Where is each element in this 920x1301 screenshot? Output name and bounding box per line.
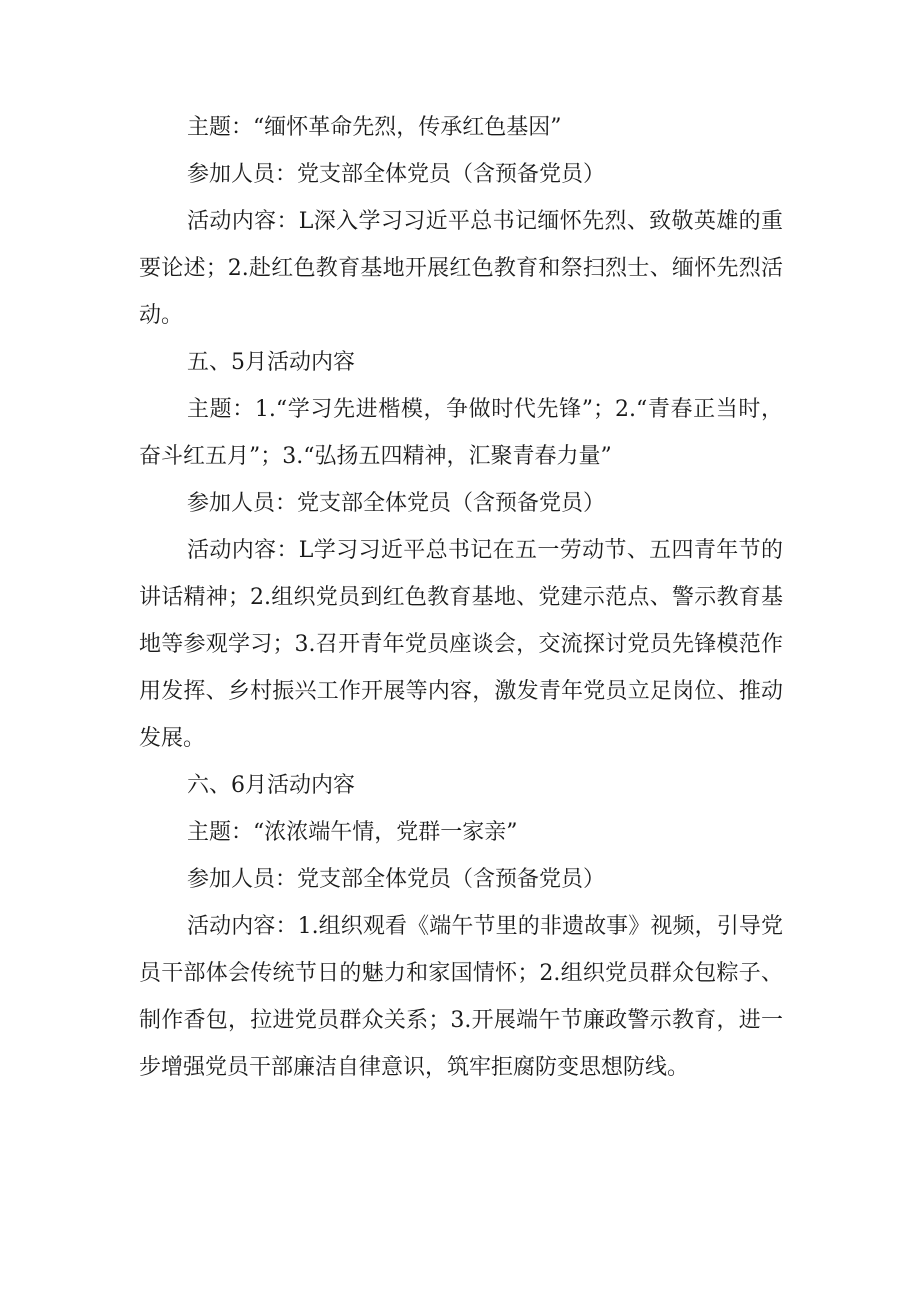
theme-line-april: 主题：“缅怀革命先烈，传承红色基因”: [187, 115, 562, 140]
activity-content-june: 活动内容：1.组织观看《端午节里的非遗故事》视频，引导党员干部体会传统节日的魅力和家国情怀；2.组织党员群众包粽子、制作香包，拉进党员群众关系；3.开展端午节廉政警示教育，进一步增强党员干部廉洁自律意识，筑牢拒腐防变思想防线。: [139, 914, 783, 1080]
section-heading-june: 六、6月活动内容: [187, 773, 355, 798]
section-heading-may: 五、5月活动内容: [187, 350, 355, 375]
theme-line-may: 主题：1.“学习先进楷模，争做时代先锋”；2.“青春正当时，奋斗红五月”；3.“弘扬五四精神，汇聚青春力量”: [139, 397, 783, 469]
activity-content-april: 活动内容：L深入学习习近平总书记缅怀先烈、致敬英雄的重要论述；2.赴红色教育基地开展红色教育和祭扫烈士、缅怀先烈活动。: [139, 209, 783, 328]
participants-line-april: 参加人员：党支部全体党员（含预备党员）: [187, 162, 606, 187]
activity-content-may: 活动内容：L学习习近平总书记在五一劳动节、五四青年节的讲话精神；2.组织党员到红色教育基地、党建示范点、警示教育基地等参观学习；3.召开青年党员座谈会，交流探讨党员先锋模范作用发挥、乡村振兴工作开展等内容，激发青年党员立足岗位、推动发展。: [139, 538, 783, 751]
theme-line-june: 主题：“浓浓端午情，党群一家亲”: [187, 820, 518, 845]
document-body: [139, 104, 783, 1091]
participants-line-may: 参加人员：党支部全体党员（含预备党员）: [187, 491, 606, 516]
participants-line-june: 参加人员：党支部全体党员（含预备党员）: [187, 867, 606, 892]
